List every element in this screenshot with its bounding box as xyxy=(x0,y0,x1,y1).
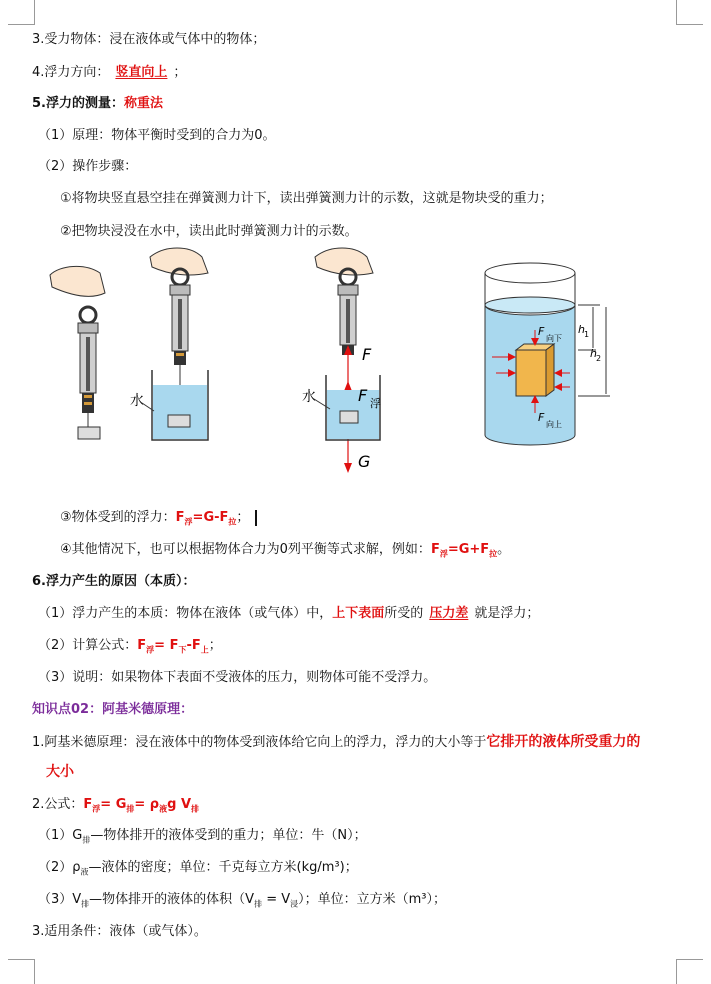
label-water-1: 水 xyxy=(130,393,144,409)
heading-text: 5.浮力的测量： xyxy=(32,96,124,111)
line-cause-formula xyxy=(38,636,222,661)
sub-la: 拉 xyxy=(489,549,498,559)
formula-f: F xyxy=(137,638,147,653)
text-mid: —物体排开的液体的体积（V xyxy=(89,892,255,907)
formula-mid: =G+F xyxy=(447,542,490,557)
text: ④其他情况下，也可以根据物体合力为0列平衡等式求解，例如： xyxy=(60,542,431,557)
line-cause-note: （3）说明：如果物体下表面不受液体的压力，则物体可能不受浮力。 xyxy=(38,670,437,685)
text: （2）ρ xyxy=(38,860,81,875)
formula-weighing xyxy=(176,510,237,525)
answer-weighing-method: 称重法 xyxy=(123,96,163,111)
line-def-g xyxy=(38,826,367,851)
answer-displaced-weight: 它排开的液体所受重力的 xyxy=(486,734,641,750)
formula-f: F xyxy=(83,797,93,812)
label-h2: h xyxy=(590,347,597,360)
answer-pressure-diff: 压力差 xyxy=(429,606,469,621)
heading-measurement xyxy=(32,94,163,114)
sub: 排 xyxy=(82,835,91,845)
text: （1）G xyxy=(38,828,83,843)
text-end: 。 xyxy=(497,542,511,557)
formula-pressure-diff xyxy=(137,638,208,653)
sub-shang: 上 xyxy=(200,645,209,655)
label-down-sub: 向下 xyxy=(546,334,562,343)
formula-minus: -F xyxy=(186,638,201,653)
line-step-4 xyxy=(60,540,510,565)
sub-fu: 浮 xyxy=(146,645,155,655)
sub-la: 拉 xyxy=(228,517,237,527)
line-buoyancy-direction xyxy=(32,63,186,83)
line-receiving-object: 3.受力物体：浸在液体或气体中的物体； xyxy=(32,32,266,47)
label-F-up: F xyxy=(538,411,545,424)
sub-fu: 浮 xyxy=(184,517,193,527)
line-def-v xyxy=(38,890,446,915)
text: （3）V xyxy=(38,892,82,907)
label-force-F: F xyxy=(362,345,372,364)
label-h1-sub: 1 xyxy=(584,330,590,339)
scale-force-diagram xyxy=(302,248,381,473)
text-end: —物体排开的液体受到的重力；单位：牛（N）； xyxy=(90,828,367,843)
label-h2-sub: 2 xyxy=(596,354,602,363)
text: 2.公式： xyxy=(32,797,84,812)
line-steps: （2）操作步骤： xyxy=(38,159,138,174)
sub-2: 排 xyxy=(254,899,263,909)
label-force-G: G xyxy=(358,452,371,471)
pressure-cylinder xyxy=(485,263,610,445)
sub-3: 浸 xyxy=(290,899,299,909)
scale-in-air xyxy=(50,266,105,439)
label-F-down: F xyxy=(538,325,545,338)
formula-gv: g V xyxy=(167,797,192,812)
text: 1.阿基米德原理：浸在液体中的物体受到液体给它向上的浮力，浮力的大小等于 xyxy=(32,735,487,750)
label-force-fu-sub: 浮 xyxy=(370,397,381,410)
formula-eq2: = ρ xyxy=(134,797,160,812)
line-archimedes-formula xyxy=(32,795,199,820)
label-force-Ffu: F xyxy=(358,386,368,405)
text: ③物体受到的浮力： xyxy=(60,510,176,525)
answer-vertical-up: 竖直向上 xyxy=(115,65,168,80)
formula-eq: = F xyxy=(154,638,179,653)
text-end: ）；单位：立方米（m³）； xyxy=(298,892,447,907)
formula-mid: =G-F xyxy=(192,510,229,525)
label-up-sub: 向上 xyxy=(546,420,562,429)
corner-mark-top-right xyxy=(676,0,703,25)
formula-f: F xyxy=(430,542,440,557)
line-cause-essence xyxy=(38,604,539,624)
text-cursor xyxy=(255,510,257,526)
text-end: ； xyxy=(236,510,250,525)
text-eq: = V xyxy=(262,892,291,907)
line-archimedes-principle xyxy=(32,732,640,753)
line-conditions: 3.适用条件：液体（或气体）。 xyxy=(32,924,207,939)
buoyancy-figure xyxy=(30,245,620,475)
line-principle: （1）原理：物体平衡时受到的合力为0。 xyxy=(38,128,276,143)
answer-surfaces: 上下表面 xyxy=(332,606,385,621)
label: 4.浮力方向： xyxy=(32,65,110,80)
line-step-1: ①将物块竖直悬空挂在弹簧测力计下，读出弹簧测力计的示数，这就是物块受的重力； xyxy=(60,191,553,206)
label-end: ； xyxy=(173,65,187,80)
sub: 排 xyxy=(81,899,90,909)
text-mid: 所受的 xyxy=(384,606,424,621)
line-def-rho xyxy=(38,858,358,883)
formula-balance xyxy=(431,542,497,557)
line-step-2: ②把物块浸没在水中，读出此时弹簧测力计的示数。 xyxy=(60,224,358,239)
line-step-3 xyxy=(60,508,257,533)
formula-f: F xyxy=(175,510,185,525)
corner-mark-bottom-left xyxy=(8,959,35,984)
scale-in-water xyxy=(130,248,208,440)
sub-ye: 液 xyxy=(159,804,168,814)
answer-magnitude: 大小 xyxy=(46,764,74,780)
corner-mark-bottom-right xyxy=(676,959,703,984)
sub-xia: 下 xyxy=(178,645,187,655)
text-end: 就是浮力； xyxy=(474,606,540,621)
corner-mark-top-left xyxy=(8,0,35,25)
text-end: —液体的密度；单位：千克每立方米(kg/m³)； xyxy=(88,860,358,875)
formula-archimedes xyxy=(83,797,199,812)
label-water-2: 水 xyxy=(302,389,316,405)
text: （1）浮力产生的本质：物体在液体（或气体）中， xyxy=(38,606,333,621)
sub-pai: 排 xyxy=(126,804,135,814)
heading-archimedes: 知识点02：阿基米德原理： xyxy=(32,702,194,717)
sub-pai-2: 排 xyxy=(191,804,200,814)
formula-eq1: = G xyxy=(100,797,127,812)
sub-fu: 浮 xyxy=(92,804,101,814)
text-end: ； xyxy=(208,638,222,653)
sub-fu: 浮 xyxy=(439,549,448,559)
text: （2）计算公式： xyxy=(38,638,138,653)
label-h1: h xyxy=(578,323,585,336)
heading-cause: 6.浮力产生的原因（本质）： xyxy=(32,574,196,589)
sub: 液 xyxy=(80,867,89,877)
